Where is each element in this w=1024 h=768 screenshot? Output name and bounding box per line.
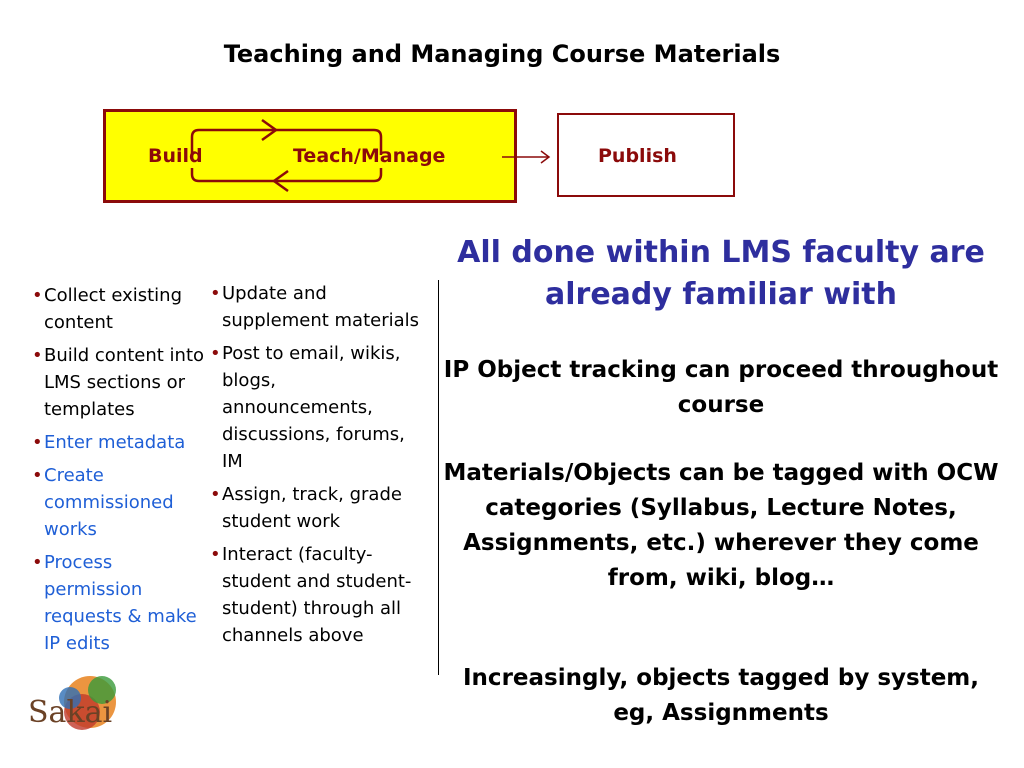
list-item: • Enter metadata (30, 429, 210, 456)
list-item: • Assign, track, grade student work (208, 481, 423, 535)
auto-tagging-text: Increasingly, objects tagged by system, eg, Assignments (463, 665, 979, 726)
lms-headline: All done within LMS faculty are already familiar with (457, 235, 985, 312)
sakai-logo (20, 660, 130, 750)
teach-manage-label: Teach/Manage (293, 145, 446, 167)
list-item: • Update and supplement materials (208, 280, 423, 334)
build-steps-list (30, 282, 210, 663)
teach-steps-list (208, 280, 423, 655)
list-item: • Create commissioned works (30, 462, 210, 543)
cycle-arrows-icon (0, 0, 1024, 220)
list-item: • Process permission requests & make IP edits (30, 549, 210, 657)
list-item: • Interact (faculty-student and student-student) through all channels above (208, 541, 423, 649)
list-item: • Post to email, wikis, blogs, announcements, discussions, forums, IM (208, 340, 423, 475)
publish-label: Publish (598, 145, 677, 167)
column-divider (438, 280, 439, 675)
list-item: • Build content into LMS sections or templates (30, 342, 210, 423)
ip-tracking-text: IP Object tracking can proceed throughout course (443, 357, 999, 418)
sakai-logo-text: Sakai (28, 695, 113, 730)
list-item: • Collect existing content (30, 282, 210, 336)
build-label: Build (148, 145, 203, 167)
ocw-tagging-text: Materials/Objects can be tagged with OCW categories (Syllabus, Lecture Notes, Assignments, etc.) wherever they come from, wiki, blog… (443, 460, 999, 591)
slide-title: Teaching and Managing Course Materials (223, 40, 781, 68)
